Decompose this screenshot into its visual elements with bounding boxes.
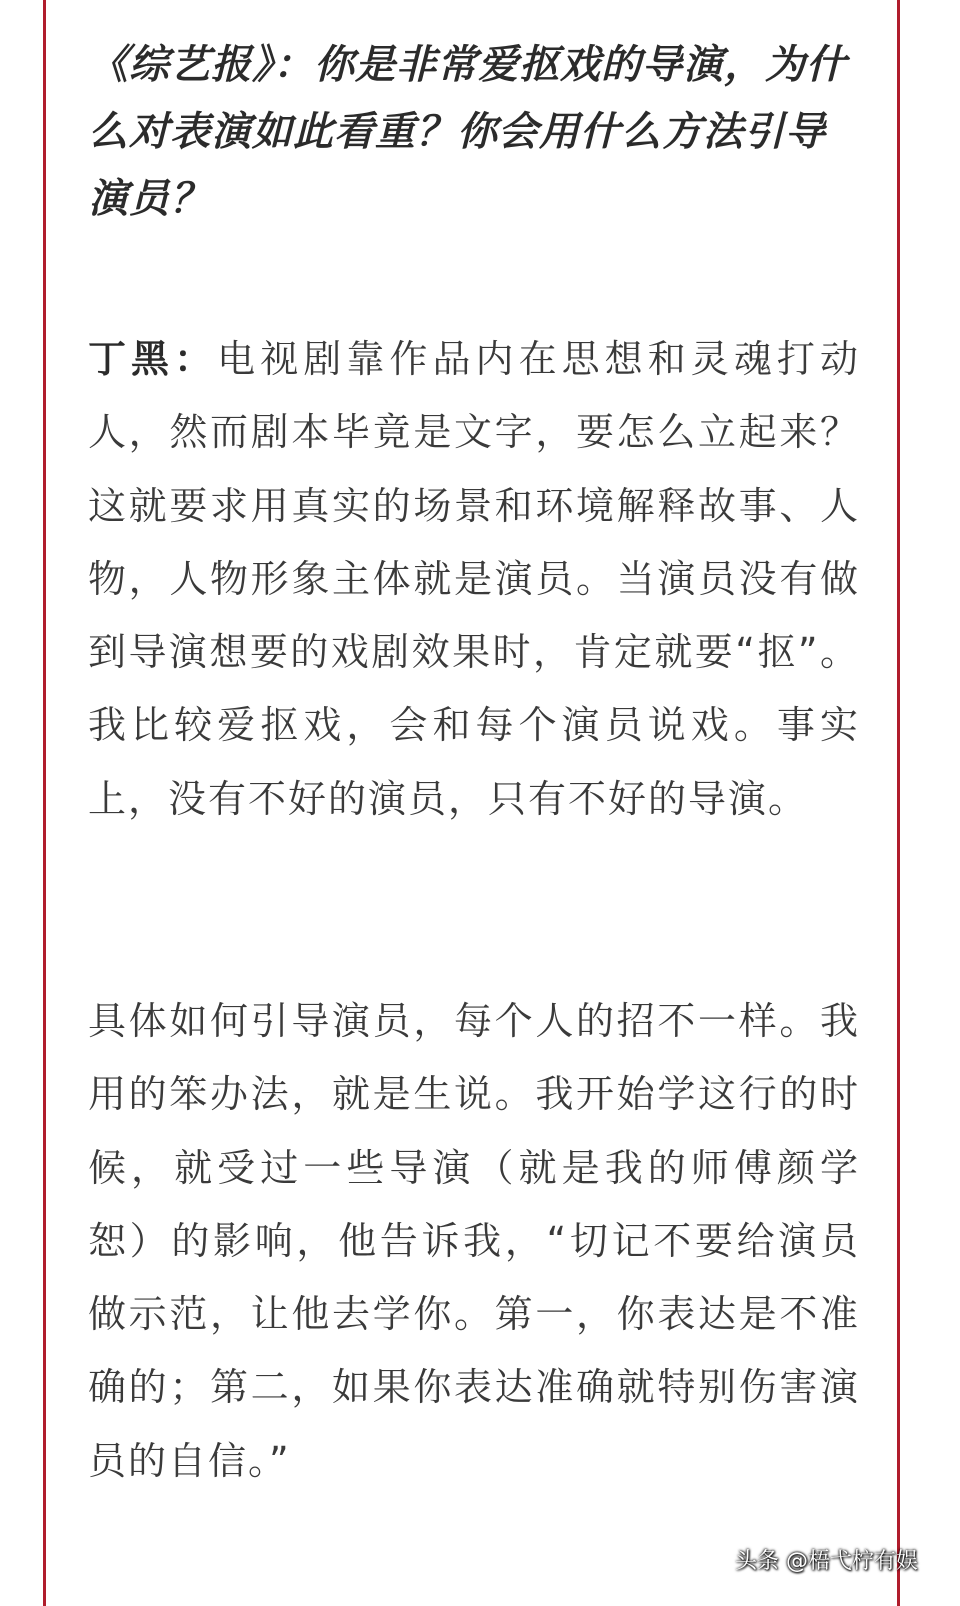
speaker-label: 丁黑： [88,337,218,381]
interview-answer [88,323,860,836]
source-watermark: 头条 @梧弋柠有娱 [735,1549,918,1574]
answer-text: 电视剧靠作品内在思想和灵魂打动人，然而剧本毕竟是文字，要怎么立起来？这就要求用真实的场景和环境解释故事、人物，人物形象主体就是演员。当演员没有做到导演想要的戏剧效果时，肯定就要“抠”。我比较爱抠戏，会和每个演员说戏。事实上，没有不好的演员，只有不好的导演。 [88,337,860,821]
answer-paragraph-2: 具体如何引导演员，每个人的招不一样。我用的笨办法，就是生说。我开始学这行的时候，就受过一些导演（就是我的师傅颜学恕）的影响，他告诉我，“切记不要给演员做示范，让他去学你。第一，你表达是不准确的；第二，如果你表达准确就特别伤害演员的自信。” [88,999,860,1483]
interview-question: 《综艺报》：你是非常爱抠戏的导演，为什么对表演如此看重？你会用什么方法引导演员？ [88,42,847,222]
